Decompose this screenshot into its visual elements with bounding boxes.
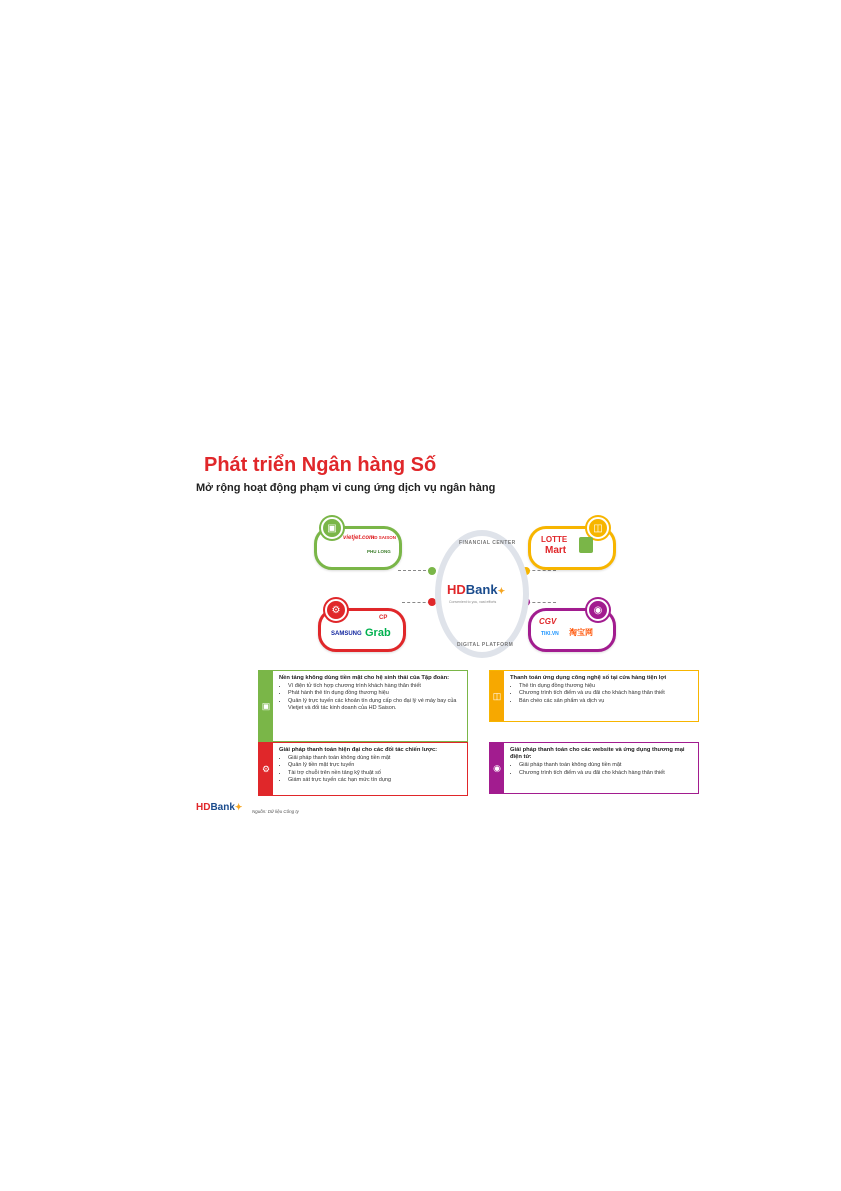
- infographic-slide: [196, 452, 706, 822]
- vietjet-logo: vietjet.com: [343, 535, 375, 541]
- taobao-logo: 淘宝网: [569, 628, 593, 637]
- ecosystem-diagram: [314, 516, 614, 668]
- hdsaison-logo: HD SAISON: [371, 535, 397, 540]
- list-item: • Chương trình tích điểm và ưu đãi cho khách hàng thân thiết: [519, 690, 694, 697]
- cgv-logo: CGV: [539, 617, 557, 626]
- hdbank-tagline: Convenient to you, vast efforts: [449, 600, 497, 604]
- gear-icon: ⚙: [325, 599, 347, 621]
- hdbank-center-logo: HDBank✦: [447, 582, 506, 597]
- phulong-logo: PHU LONG: [367, 549, 391, 554]
- box-heading: Thanh toán ứng dụng công nghệ số tại cửa hàng tiện lợi: [510, 675, 667, 681]
- list-item: • Giải pháp thanh toán không dùng tiền mặt: [519, 762, 694, 769]
- list-item: • Chương trình tích điểm và ưu đãi cho khách hàng thân thiết: [519, 770, 694, 777]
- basket-icon: ◫: [490, 671, 504, 721]
- partner-pill-yellow: [528, 522, 616, 570]
- list-item: • Giám sát trực tuyến các hạn mức tín dụng: [288, 777, 463, 784]
- slide-title: Phát triển Ngân hàng Số: [204, 454, 437, 476]
- list-item: • Quản lý tiền mặt trực tuyến: [288, 762, 463, 769]
- list-item: • Tài trợ chuỗi trên nền tảng kỹ thuật số: [288, 770, 463, 777]
- mart-logo: Mart: [545, 545, 567, 556]
- box-ecommerce: [489, 742, 699, 794]
- list-item: • Thẻ tín dụng đồng thương hiệu: [519, 683, 694, 690]
- list-item: • Ví điện tử tích hợp chương trình khách hàng thân thiết: [288, 683, 463, 690]
- samsung-logo: SAMSUNG: [331, 631, 362, 637]
- financial-center-label: FINANCIAL CENTER: [459, 540, 516, 546]
- store-logo-icon: [579, 537, 593, 553]
- globe-icon: ◉: [490, 743, 504, 793]
- box-convenience-store: [489, 670, 699, 722]
- bird-icon: ✦: [234, 802, 243, 812]
- list-item: • Phát hành thẻ tín dụng đồng thương hiệu: [288, 690, 463, 697]
- box-heading: Giải pháp thanh toán cho các website và ứng dụng thương mại điện tử:: [510, 747, 685, 761]
- partner-pill-red: [318, 604, 406, 652]
- briefcase-icon: ▣: [321, 517, 343, 539]
- tiki-logo: TIKI.VN: [541, 631, 559, 637]
- grab-logo: Grab: [365, 627, 391, 639]
- cp-logo: CP: [379, 615, 388, 621]
- node-green: [428, 567, 436, 575]
- partner-pill-green: [314, 522, 402, 570]
- hdbank-center-ring: [435, 530, 529, 658]
- box-heading: Giải pháp thanh toán hiện đại cho các đối tác chiến lược:: [279, 747, 438, 753]
- partner-pill-purple: [528, 604, 616, 652]
- globe-icon: ◉: [587, 599, 609, 621]
- briefcase-icon: ▣: [259, 671, 273, 741]
- hdbank-footer-logo: HDBank✦: [196, 802, 243, 813]
- source-note: Nguồn: Dữ liệu Công ty: [252, 809, 299, 814]
- box-strategic-partners: [258, 742, 468, 796]
- slide-subtitle: Mở rộng hoạt động phạm vi cung ứng dịch vụ ngân hàng: [196, 482, 496, 494]
- box-cashless-ecosystem: [258, 670, 468, 742]
- box-heading: Nền tảng không dùng tiền mặt cho hệ sinh thái của Tập đoàn:: [279, 675, 450, 681]
- list-item: • Quản lý trực tuyến các khoản tín dụng cấp cho đại lý vé máy bay của Vietjet và đối tác kinh doanh của HD Saison.: [288, 698, 463, 712]
- list-item: • Bán chéo các sản phẩm và dịch vụ: [519, 698, 694, 705]
- bird-icon: ✦: [497, 586, 506, 596]
- lotte-logo: LOTTE: [541, 535, 568, 544]
- gear-icon: ⚙: [259, 743, 273, 795]
- digital-platform-label: DIGITAL PLATFORM: [457, 642, 514, 648]
- basket-icon: ◫: [587, 517, 609, 539]
- list-item: • Giải pháp thanh toán không dùng tiền mặt: [288, 755, 463, 762]
